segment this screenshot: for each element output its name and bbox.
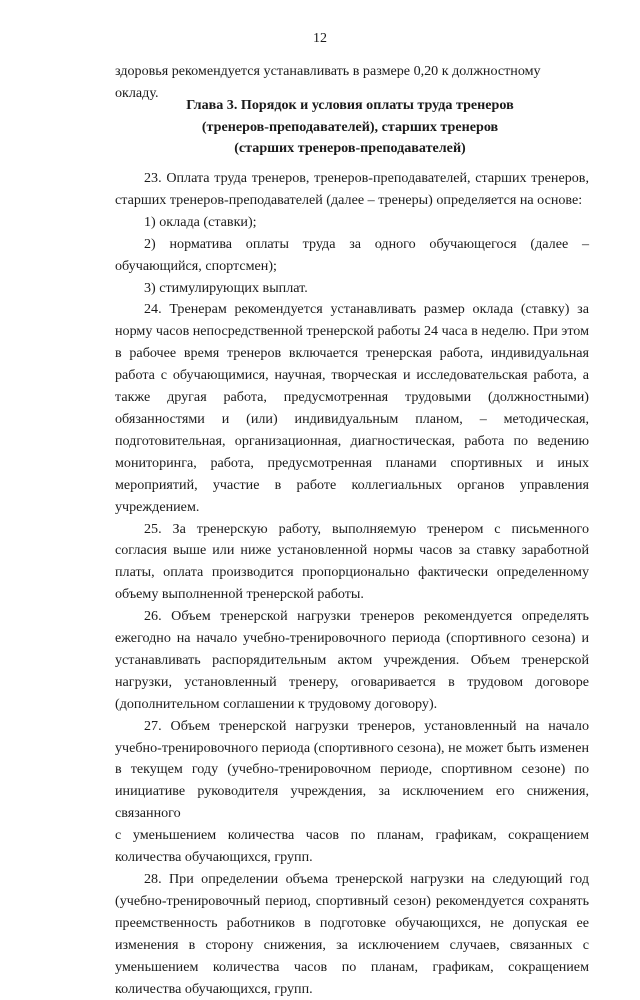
paragraph-27: 27. Объем тренерской нагрузки тренеров, установленный на начало учебно-тренировочного периода (спортивного сезона), не может быть изменен в текущем году (учебно-тренировочном периоде, спортивном сезоне) по инициативе руководителя учреждения, за исключением его снижения, связанного: [115, 717, 589, 822]
paragraph-24: 24. Тренерам рекомендуется устанавливать размер оклада (ставку) за норму часов непосредственной тренерской работы 24 часа в неделю. При этом в рабочее время тренеров включается тренерская работа, индивидуальная работа с обучающимися, научная, творческая и исследовательская работа, а также другая работа, предусмотренная трудовыми (должностными) обязанностями и (или) индивидуальным планом, – методическая, подготовительная, организационная, диагностическая, работа по ведению мониторинга, работа, предусмотренная планами спортивных и иных мероприятий, участие в работе коллегиальных органов управления учреждением.: [115, 301, 589, 515]
document-body: [115, 168, 589, 1000]
paragraph-23: 23. Оплата труда тренеров, тренеров-преподавателей, старших тренеров, старших тренеров-преподавателей (далее – тренеры) определяется на основе:: [115, 170, 589, 208]
paragraph-25: 25. За тренерскую работу, выполняемую тренером с письменного согласия выше или ниже установленной нормы часов за ставку заработной платы, оплата производится пропорционально фактически определенному объему выполненной тренерской работы.: [115, 520, 589, 603]
paragraph-27-continuation: с уменьшением количества часов по планам, графикам, сокращением количества обучающихся, групп.: [115, 827, 589, 866]
chapter-heading-line: (старших тренеров-преподавателей): [234, 140, 466, 157]
lead-text: здоровья рекомендуется устанавливать в размере 0,20 к должностному окладу.: [115, 63, 541, 101]
paragraph-28: 28. При определении объема тренерской нагрузки на следующий год (учебно-тренировочный период, спортивный сезон) рекомендуется сохранять преемственность работников в подготовке обучающихся, не допуская ее изменения в сторону снижения, за исключением случаев, связанных с уменьшением количества часов по планам, графикам, сокращением количества обучающихся, групп.: [115, 871, 589, 997]
chapter-heading-line: (тренеров-преподавателей), старших тренеров: [201, 118, 499, 135]
list-item-2: 2) норматива оплаты труда за одного обучающегося (далее – обучающийся, спортсмен);: [115, 235, 589, 274]
paragraph-26: 26. Объем тренерской нагрузки тренеров рекомендуется определять ежегодно на начало учебно-тренировочного периода (спортивного сезона) и устанавливать распорядительным актом учреждения. Объем тренерской нагрузки, установленный тренеру, оговаривается в трудовом договоре (дополнительном соглашении к трудовому договору).: [115, 608, 589, 712]
chapter-heading: [100, 95, 600, 160]
list-item-1: 1) оклада (ставки);: [144, 213, 257, 230]
page-number: 12: [313, 31, 327, 46]
list-item-3: 3) стимулирующих выплат.: [144, 279, 308, 296]
chapter-heading-line: Глава 3. Порядок и условия оплаты труда тренеров: [186, 97, 514, 113]
